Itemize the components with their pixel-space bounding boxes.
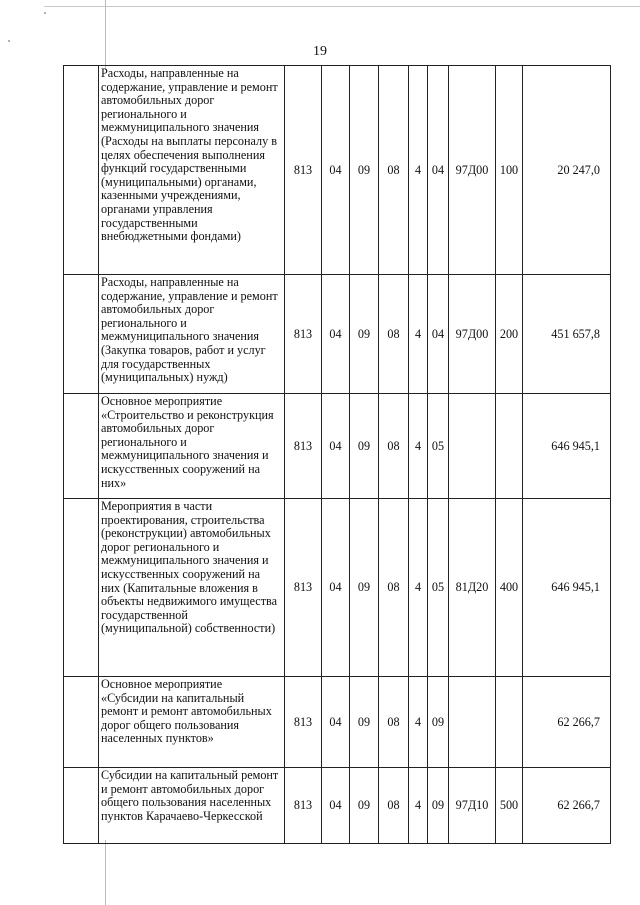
table-row xyxy=(64,275,611,394)
description-cell: Расходы, направленные на содержание, управление и ремонт автомобильных дорог регионального и межмуниципального значения (Закупка товаров, работ и услуг для государственных (муниципальных) нужд) xyxy=(99,275,285,394)
subsection-code: 09 xyxy=(350,768,379,844)
expense-type-code: 400 xyxy=(496,499,523,677)
event-code: 09 xyxy=(428,768,449,844)
section-code: 04 xyxy=(322,677,350,768)
ministry-code: 813 xyxy=(285,768,322,844)
subprogram-code: 4 xyxy=(409,768,428,844)
event-code: 04 xyxy=(428,66,449,275)
number-cell xyxy=(64,677,99,768)
subprogram-code: 4 xyxy=(409,275,428,394)
subsection-code: 09 xyxy=(350,394,379,499)
subsection-code: 09 xyxy=(350,66,379,275)
scan-top-edge xyxy=(44,6,640,7)
target-code: 81Д20 xyxy=(449,499,496,677)
description-cell: Мероприятия в части проектирования, строительства (реконструкции) автомобильных дорог регионального и межмуниципального значения и искусственных сооружений на них (Капитальные вложения в объекты недвижимого имущества государственной (муниципальной) собственности) xyxy=(99,499,285,677)
ministry-code: 813 xyxy=(285,499,322,677)
expense-type-code xyxy=(496,677,523,768)
subprogram-code: 4 xyxy=(409,677,428,768)
target-code: 97Д10 xyxy=(449,768,496,844)
description-cell: Основное мероприятие «Строительство и реконструкция автомобильных дорог регионального и межмуниципального значения и искусственных сооружений на них» xyxy=(99,394,285,499)
section-code: 04 xyxy=(322,394,350,499)
amount-cell: 20 247,0 xyxy=(523,66,611,275)
ministry-code: 813 xyxy=(285,677,322,768)
program-code: 08 xyxy=(379,499,409,677)
event-code: 05 xyxy=(428,394,449,499)
number-cell xyxy=(64,394,99,499)
budget-table xyxy=(63,65,611,844)
number-cell xyxy=(64,768,99,844)
program-code: 08 xyxy=(379,275,409,394)
table-row xyxy=(64,768,611,844)
scan-speck xyxy=(8,40,10,42)
subprogram-code: 4 xyxy=(409,499,428,677)
description-cell: Основное мероприятие «Субсидии на капитальный ремонт и ремонт автомобильных дорог общего пользования населенных пунктов» xyxy=(99,677,285,768)
page-number: 19 xyxy=(313,44,327,59)
amount-cell: 62 266,7 xyxy=(523,768,611,844)
amount-cell: 451 657,8 xyxy=(523,275,611,394)
subprogram-code: 4 xyxy=(409,66,428,275)
amount-cell: 646 945,1 xyxy=(523,394,611,499)
target-code xyxy=(449,394,496,499)
number-cell xyxy=(64,499,99,677)
subprogram-code: 4 xyxy=(409,394,428,499)
subsection-code: 09 xyxy=(350,677,379,768)
expense-type-code: 500 xyxy=(496,768,523,844)
number-cell xyxy=(64,275,99,394)
target-code xyxy=(449,677,496,768)
section-code: 04 xyxy=(322,768,350,844)
subsection-code: 09 xyxy=(350,275,379,394)
section-code: 04 xyxy=(322,275,350,394)
section-code: 04 xyxy=(322,499,350,677)
event-code: 09 xyxy=(428,677,449,768)
scan-margin-line xyxy=(105,840,106,905)
amount-cell: 646 945,1 xyxy=(523,499,611,677)
description-cell: Расходы, направленные на содержание, управление и ремонт автомобильных дорог регионального и межмуниципального значения (Расходы на выплаты персоналу в целях обеспечения выполнения функций государственными (муниципальными) органами, казенными учреждениями, органами управления государственными внебюджетными фондами) xyxy=(99,66,285,275)
ministry-code: 813 xyxy=(285,275,322,394)
expense-type-code xyxy=(496,394,523,499)
target-code: 97Д00 xyxy=(449,275,496,394)
event-code: 04 xyxy=(428,275,449,394)
event-code: 05 xyxy=(428,499,449,677)
table-row xyxy=(64,66,611,275)
program-code: 08 xyxy=(379,677,409,768)
table-row xyxy=(64,394,611,499)
subsection-code: 09 xyxy=(350,499,379,677)
expense-type-code: 100 xyxy=(496,66,523,275)
section-code: 04 xyxy=(322,66,350,275)
table-row xyxy=(64,677,611,768)
scan-speck xyxy=(44,12,46,14)
program-code: 08 xyxy=(379,768,409,844)
amount-cell: 62 266,7 xyxy=(523,677,611,768)
ministry-code: 813 xyxy=(285,66,322,275)
table-row xyxy=(64,499,611,677)
expense-type-code: 200 xyxy=(496,275,523,394)
ministry-code: 813 xyxy=(285,394,322,499)
program-code: 08 xyxy=(379,66,409,275)
target-code: 97Д00 xyxy=(449,66,496,275)
number-cell xyxy=(64,66,99,275)
program-code: 08 xyxy=(379,394,409,499)
description-cell: Субсидии на капитальный ремонт и ремонт автомобильных дорог общего пользования населенных пунктов Карачаево-Черкесской xyxy=(99,768,285,844)
